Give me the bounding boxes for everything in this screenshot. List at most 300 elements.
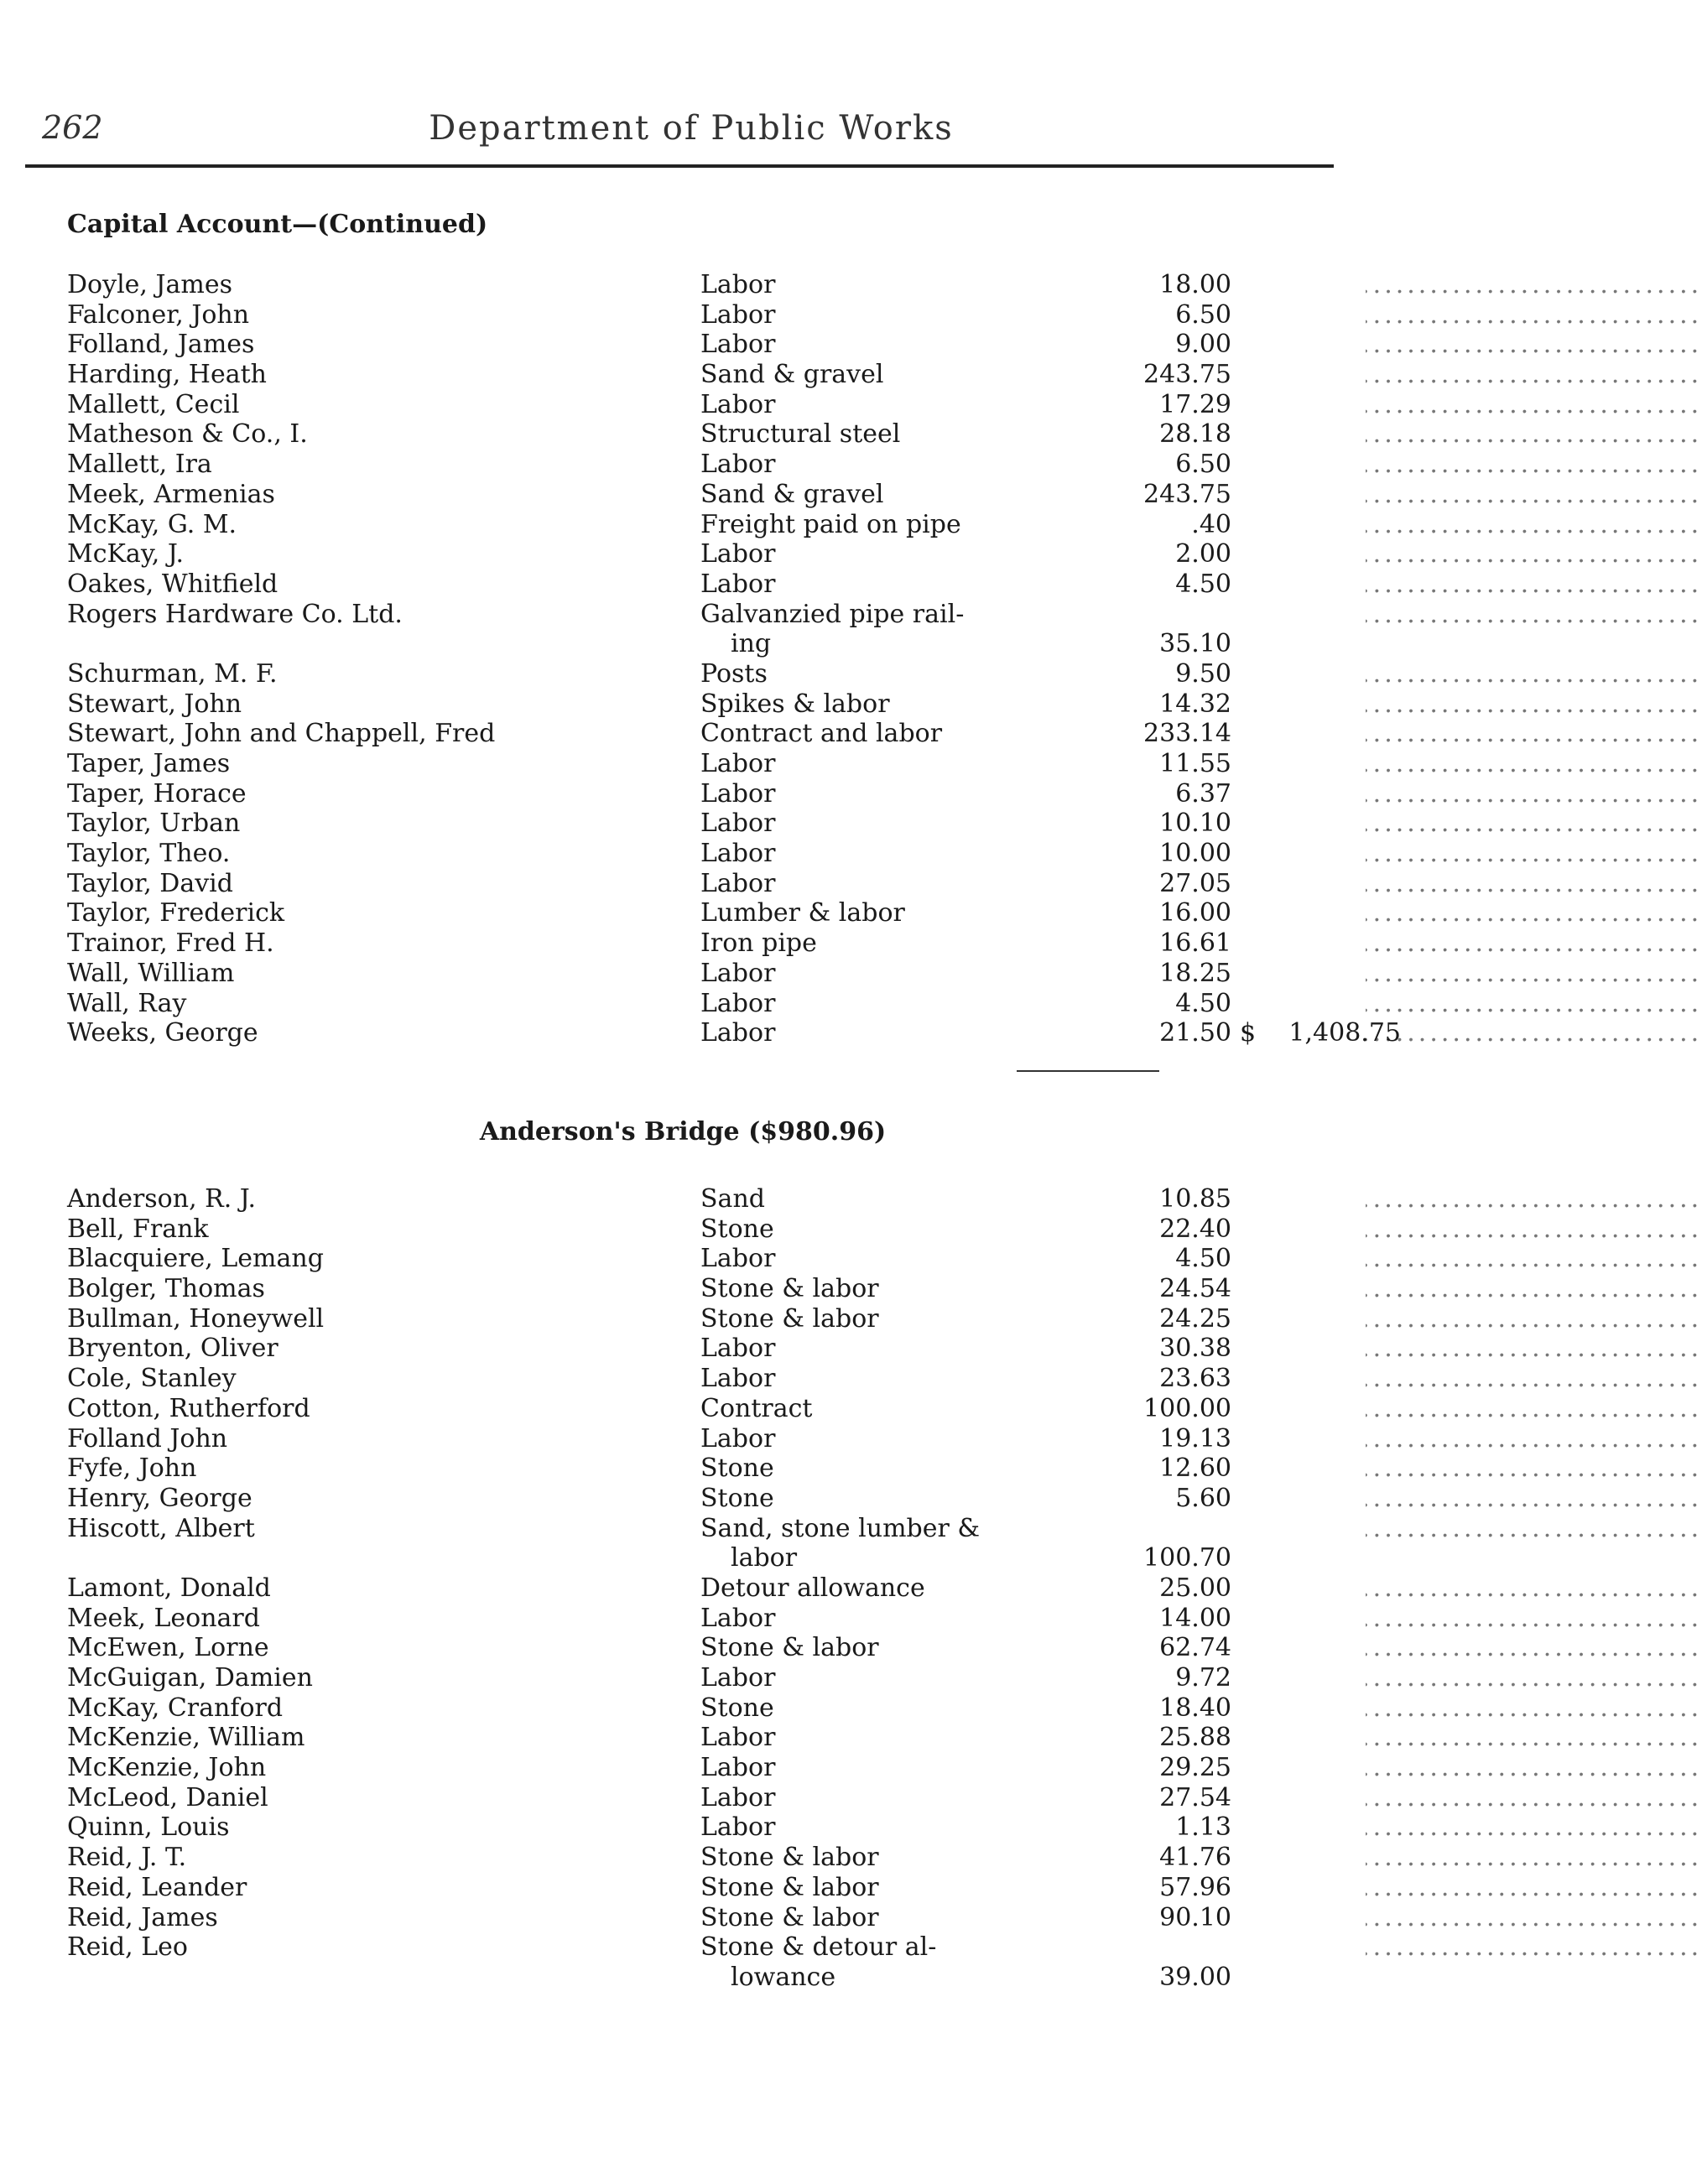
list-item <box>67 1334 1231 1364</box>
item-description <box>700 659 1095 689</box>
item-description <box>700 1453 1095 1484</box>
item-description <box>700 1364 1095 1394</box>
description-line: Labor <box>700 539 776 569</box>
list-item <box>67 719 1231 749</box>
list-item <box>67 1812 1231 1843</box>
list-item <box>67 1274 1231 1304</box>
description-continuation: ing <box>731 629 772 659</box>
list-item <box>67 1902 1231 1933</box>
list-item <box>67 1018 1401 1048</box>
list-item <box>67 1393 1231 1424</box>
header-rule <box>25 164 1334 168</box>
item-description <box>700 390 1095 420</box>
item-description <box>700 1723 1095 1753</box>
payee-name <box>67 1932 692 1963</box>
payee-name-text: Stewart, John and Chappell, Fred <box>67 719 498 748</box>
amount: 16.61 <box>1159 928 1231 959</box>
payee-name-text: Reid, James <box>67 1903 221 1932</box>
payee-name-text: McKay, Cranford <box>67 1693 286 1723</box>
payee-name-text: Reid, Leander <box>67 1873 250 1902</box>
payee-name-text: Cotton, Rutherford <box>67 1394 314 1423</box>
payee-name-text: Taylor, Theo. <box>67 839 233 868</box>
list-item <box>67 1633 1231 1663</box>
list-item <box>67 1483 1231 1514</box>
section-title-andersons-bridge: Anderson's Bridge ($980.96) <box>479 1117 887 1147</box>
payee-name-text: McKay, J. <box>67 539 187 569</box>
item-description <box>700 959 1095 989</box>
item-description <box>700 1018 1095 1048</box>
description-line: Stone & labor <box>700 1902 879 1932</box>
payee-name <box>67 270 692 300</box>
description-line: Labor <box>700 749 776 779</box>
payee-name <box>67 1604 692 1634</box>
amount: 23.63 <box>1159 1364 1231 1394</box>
payee-name-text: Taper, Horace <box>67 779 250 809</box>
amount: 39.00 <box>1159 1962 1231 1992</box>
description-line: Labor <box>700 988 776 1018</box>
list-item <box>67 1214 1231 1245</box>
description-line: Sand & gravel <box>700 360 884 390</box>
payee-name-text: Anderson, R. J. <box>67 1184 259 1214</box>
description-line: Labor <box>700 1812 776 1843</box>
amount: 2.00 <box>1175 539 1231 569</box>
list-item <box>67 1663 1231 1693</box>
andersons-bridge-list <box>67 1184 1231 1993</box>
item-description <box>700 450 1095 480</box>
item-description <box>700 360 1095 390</box>
payee-name-text: Wall, William <box>67 959 237 988</box>
payee-name-text: Harding, Heath <box>67 360 270 389</box>
description-line: Galvanzied pipe rail- <box>700 599 965 629</box>
description-line: Detour allowance <box>700 1573 925 1603</box>
item-description <box>700 1484 1095 1514</box>
amount: 18.40 <box>1159 1693 1231 1723</box>
amount: 28.18 <box>1159 419 1231 450</box>
amount: 100.70 <box>1143 1543 1231 1573</box>
item-description <box>700 839 1095 869</box>
payee-name <box>67 1873 692 1903</box>
list-item <box>67 479 1231 510</box>
item-description <box>700 898 1095 928</box>
payee-name <box>67 1274 692 1304</box>
payee-name-text: Meek, Armenias <box>67 480 278 509</box>
amount: 243.75 <box>1143 360 1231 390</box>
item-description <box>700 1633 1095 1663</box>
amount: 19.13 <box>1159 1423 1231 1453</box>
payee-name-text: Blacquiere, Lemang <box>67 1244 327 1273</box>
description-line: Stone <box>700 1693 774 1723</box>
amount: 35.10 <box>1159 629 1231 659</box>
amount: 10.10 <box>1159 809 1231 839</box>
description-line: Labor <box>700 1782 776 1812</box>
payee-name-text: Reid, Leo <box>67 1932 191 1962</box>
list-item <box>67 450 1231 480</box>
amount: 57.96 <box>1159 1872 1231 1902</box>
list-item <box>67 898 1231 928</box>
description-line: Sand & gravel <box>700 479 884 509</box>
amount: 24.54 <box>1159 1274 1231 1304</box>
amount: 1.13 <box>1175 1812 1231 1843</box>
description-continuation: labor <box>731 1543 798 1573</box>
payee-name-text: Wall, Ray <box>67 989 190 1018</box>
amount: 21.50 <box>1159 1018 1231 1048</box>
payee-name <box>67 480 692 510</box>
amount: 17.29 <box>1159 389 1231 419</box>
item-description <box>700 1274 1095 1304</box>
payee-name <box>67 869 692 899</box>
list-item <box>67 360 1231 390</box>
payee-name <box>67 419 692 450</box>
amount: 25.00 <box>1159 1573 1231 1603</box>
payee-name <box>67 1304 692 1334</box>
payee-name-text: McKenzie, John <box>67 1753 269 1782</box>
description-line: Stone & labor <box>700 1872 879 1902</box>
description-line: Contract <box>700 1393 813 1423</box>
amount: 25.88 <box>1159 1723 1231 1753</box>
description-line: Stone & detour al- <box>700 1932 937 1963</box>
item-description <box>700 270 1095 300</box>
list-item <box>67 299 1231 330</box>
payee-name-text: Cole, Stanley <box>67 1364 240 1393</box>
amount: 16.00 <box>1159 898 1231 928</box>
payee-name-text: Quinn, Louis <box>67 1812 233 1842</box>
payee-name-text: McGuigan, Damien <box>67 1663 316 1693</box>
payee-name-text: Bullman, Honeywell <box>67 1304 327 1334</box>
description-line: Labor <box>700 1334 776 1364</box>
list-item <box>67 569 1231 600</box>
item-description <box>700 1334 1095 1364</box>
description-line: Stone & labor <box>700 1633 879 1663</box>
amount: 90.10 <box>1159 1902 1231 1932</box>
amount: 62.74 <box>1159 1633 1231 1663</box>
payee-name <box>67 1633 692 1663</box>
payee-name <box>67 779 692 809</box>
payee-name-text: Stewart, John <box>67 689 245 719</box>
description-line: Spikes & labor <box>700 689 890 719</box>
description-line: Labor <box>700 330 776 360</box>
description-line: Lumber & labor <box>700 898 905 928</box>
item-description <box>700 1214 1095 1245</box>
payee-name-text: Rogers Hardware Co. Ltd. <box>67 600 406 629</box>
description-line: Labor <box>700 1603 776 1633</box>
payee-name-text: McKay, G. M. <box>67 510 240 539</box>
payee-name <box>67 689 692 720</box>
description-line: Stone & labor <box>700 1303 879 1334</box>
list-item <box>67 1244 1231 1274</box>
item-description <box>700 1604 1095 1634</box>
list-item <box>67 1782 1231 1813</box>
amount: 30.38 <box>1159 1334 1231 1364</box>
item-description <box>700 749 1095 779</box>
payee-name <box>67 1214 692 1245</box>
payee-name-text: Doyle, James <box>67 270 236 299</box>
payee-name <box>67 1394 692 1424</box>
list-item <box>67 1693 1231 1724</box>
payee-name-text: Folland, James <box>67 330 258 359</box>
list-item <box>67 1573 1231 1604</box>
item-description <box>700 1394 1095 1424</box>
amount: 243.75 <box>1143 479 1231 509</box>
payee-name <box>67 1334 692 1364</box>
amount: 29.25 <box>1159 1753 1231 1783</box>
list-item <box>67 1423 1231 1454</box>
payee-name <box>67 539 692 569</box>
item-description <box>700 539 1095 569</box>
item-description <box>700 1783 1095 1813</box>
payee-name-text: Oakes, Whitfield <box>67 569 281 599</box>
list-item <box>67 599 1231 659</box>
description-line: Contract and labor <box>700 719 943 749</box>
payee-name-text: Schurman, M. F. <box>67 659 281 689</box>
payee-name-text: Weeks, George <box>67 1018 262 1048</box>
payee-name-text: Taylor, David <box>67 869 237 898</box>
list-item <box>67 1364 1231 1394</box>
payee-name <box>67 1843 692 1873</box>
list-item <box>67 928 1231 959</box>
payee-name <box>67 360 692 390</box>
list-item <box>67 1932 1231 1992</box>
amount: .40 <box>1191 509 1231 539</box>
description-line: Labor <box>700 1753 776 1783</box>
payee-name <box>67 1753 692 1783</box>
payee-name <box>67 450 692 480</box>
payee-name <box>67 719 692 749</box>
list-item <box>67 809 1231 839</box>
payee-name-text: Mallett, Ira <box>67 450 216 479</box>
payee-name-text: Henry, George <box>67 1484 256 1513</box>
section-title-capital-account: Capital Account—(Continued) <box>67 210 488 239</box>
item-description <box>700 419 1095 450</box>
item-description <box>700 600 1095 659</box>
payee-name-text: Matheson & Co., I. <box>67 419 311 449</box>
description-line: Labor <box>700 778 776 809</box>
payee-name <box>67 600 692 630</box>
item-description <box>700 1424 1095 1454</box>
item-description <box>700 330 1095 360</box>
item-description <box>700 1903 1095 1933</box>
subtotal-rule <box>1017 1070 1159 1072</box>
list-item <box>67 1453 1231 1484</box>
amount: 14.32 <box>1159 689 1231 719</box>
amount: 41.76 <box>1159 1843 1231 1873</box>
currency-symbol: $ <box>1240 1018 1257 1048</box>
list-item <box>67 1843 1231 1873</box>
payee-name <box>67 1364 692 1394</box>
amount: 4.50 <box>1175 569 1231 599</box>
description-line: Stone & labor <box>700 1843 879 1873</box>
list-item <box>67 539 1231 569</box>
list-item <box>67 1303 1231 1334</box>
payee-name <box>67 1812 692 1843</box>
list-item <box>67 1872 1231 1903</box>
list-item <box>67 270 1231 300</box>
amount: 27.54 <box>1159 1782 1231 1812</box>
item-description <box>700 1663 1095 1693</box>
running-title: Department of Public Works <box>429 109 954 148</box>
payee-name-text: Bell, Frank <box>67 1214 212 1244</box>
item-description <box>700 569 1095 600</box>
list-item <box>67 689 1231 720</box>
payee-name-text: Mallett, Cecil <box>67 390 242 419</box>
description-line: Posts <box>700 658 768 689</box>
amount: 11.55 <box>1159 749 1231 779</box>
amount: 22.40 <box>1159 1214 1231 1244</box>
amount: 24.25 <box>1159 1303 1231 1334</box>
list-item <box>67 330 1231 360</box>
description-line: Labor <box>700 809 776 839</box>
page-number: 262 <box>42 109 103 146</box>
payee-name <box>67 569 692 600</box>
payee-name <box>67 510 692 540</box>
item-description <box>700 1184 1095 1214</box>
description-line: Stone <box>700 1453 774 1484</box>
payee-name-text: Folland John <box>67 1424 231 1453</box>
payee-name <box>67 330 692 360</box>
item-description <box>700 1843 1095 1873</box>
amount: 10.85 <box>1159 1184 1231 1214</box>
item-description <box>700 1753 1095 1783</box>
amount: 233.14 <box>1143 719 1231 749</box>
item-description <box>700 928 1095 959</box>
payee-name <box>67 1903 692 1933</box>
description-line: Labor <box>700 958 776 988</box>
payee-name-text: Trainor, Fred H. <box>67 928 278 958</box>
description-line: Labor <box>700 1423 776 1453</box>
list-item <box>67 1513 1231 1573</box>
description-line: Labor <box>700 450 776 480</box>
item-description <box>700 1304 1095 1334</box>
payee-name <box>67 1424 692 1454</box>
payee-name-text: Taylor, Frederick <box>67 898 288 928</box>
list-item <box>67 1184 1231 1214</box>
payee-name <box>67 928 692 959</box>
item-description <box>700 1514 1095 1573</box>
list-item <box>67 778 1231 809</box>
capital-account-list <box>67 270 1401 1048</box>
payee-name <box>67 390 692 420</box>
list-item <box>67 1753 1231 1783</box>
payee-name-text: McKenzie, William <box>67 1723 308 1752</box>
section-total: 1,408.75 <box>1288 1018 1401 1048</box>
payee-name-text: Lamont, Donald <box>67 1573 274 1603</box>
payee-name <box>67 1723 692 1753</box>
description-line: Labor <box>700 299 776 330</box>
item-description <box>700 480 1095 510</box>
description-line: Sand, stone lumber & <box>700 1513 981 1543</box>
payee-name <box>67 989 692 1019</box>
payee-name-text: McEwen, Lorne <box>67 1633 273 1662</box>
payee-name <box>67 1018 692 1048</box>
description-line: Labor <box>700 1663 776 1693</box>
amount: 12.60 <box>1159 1453 1231 1484</box>
amount: 5.60 <box>1175 1483 1231 1513</box>
payee-name-text: Falconer, John <box>67 300 252 330</box>
payee-name-text: Meek, Leonard <box>67 1604 263 1633</box>
item-description <box>700 300 1095 330</box>
amount: 4.50 <box>1175 1244 1231 1274</box>
amount: 18.25 <box>1159 958 1231 988</box>
description-line: Labor <box>700 1723 776 1753</box>
payee-name <box>67 300 692 330</box>
description-line: Labor <box>700 1018 776 1048</box>
payee-name-text: Bryenton, Oliver <box>67 1334 282 1363</box>
payee-name <box>67 959 692 989</box>
list-item <box>67 988 1231 1019</box>
amount: 6.50 <box>1175 299 1231 330</box>
item-description <box>700 510 1095 540</box>
payee-name <box>67 749 692 779</box>
description-line: Freight paid on pipe <box>700 509 961 539</box>
list-item <box>67 958 1231 989</box>
list-item <box>67 419 1231 450</box>
payee-name <box>67 659 692 689</box>
amount: 27.05 <box>1159 868 1231 898</box>
payee-name-text: Bolger, Thomas <box>67 1274 268 1303</box>
description-line: Stone <box>700 1483 774 1513</box>
payee-name <box>67 1663 692 1693</box>
payee-name-text: Reid, J. T. <box>67 1843 190 1872</box>
description-line: Labor <box>700 868 776 898</box>
list-item <box>67 1723 1231 1753</box>
item-description <box>700 1693 1095 1724</box>
payee-name <box>67 809 692 839</box>
list-item <box>67 509 1231 540</box>
list-item <box>67 1603 1231 1634</box>
payee-name <box>67 1514 692 1544</box>
item-description <box>700 1932 1095 1992</box>
amount: 14.00 <box>1159 1603 1231 1633</box>
item-description <box>700 869 1095 899</box>
payee-name <box>67 1244 692 1274</box>
list-item <box>67 658 1231 689</box>
amount: 9.50 <box>1175 658 1231 689</box>
item-description <box>700 779 1095 809</box>
payee-name <box>67 1783 692 1813</box>
payee-name <box>67 1573 692 1604</box>
payee-name <box>67 1184 692 1214</box>
item-description <box>700 1244 1095 1274</box>
item-description <box>700 809 1095 839</box>
description-line: Stone & labor <box>700 1274 879 1304</box>
list-item <box>67 839 1231 869</box>
description-line: Structural steel <box>700 419 901 450</box>
payee-name-text: Taper, James <box>67 749 233 778</box>
payee-name-text: McLeod, Daniel <box>67 1783 272 1812</box>
amount: 10.00 <box>1159 839 1231 869</box>
item-description <box>700 989 1095 1019</box>
payee-name <box>67 839 692 869</box>
description-line: Sand <box>700 1184 765 1214</box>
amount: 6.37 <box>1175 778 1231 809</box>
payee-name-text: Fyfe, John <box>67 1453 200 1483</box>
amount: 4.50 <box>1175 988 1231 1018</box>
description-line: Labor <box>700 389 776 419</box>
list-item <box>67 749 1231 779</box>
list-item <box>67 868 1231 899</box>
payee-name-text: Hiscott, Albert <box>67 1514 258 1543</box>
amount: 6.50 <box>1175 450 1231 480</box>
description-line: Labor <box>700 1364 776 1394</box>
payee-name <box>67 1453 692 1484</box>
amount: 18.00 <box>1159 270 1231 299</box>
description-line: Labor <box>700 569 776 599</box>
payee-name <box>67 1693 692 1724</box>
payee-name <box>67 1484 692 1514</box>
item-description <box>700 719 1095 749</box>
payee-name-text: Taylor, Urban <box>67 809 243 838</box>
item-description <box>700 689 1095 720</box>
item-description <box>700 1812 1095 1843</box>
